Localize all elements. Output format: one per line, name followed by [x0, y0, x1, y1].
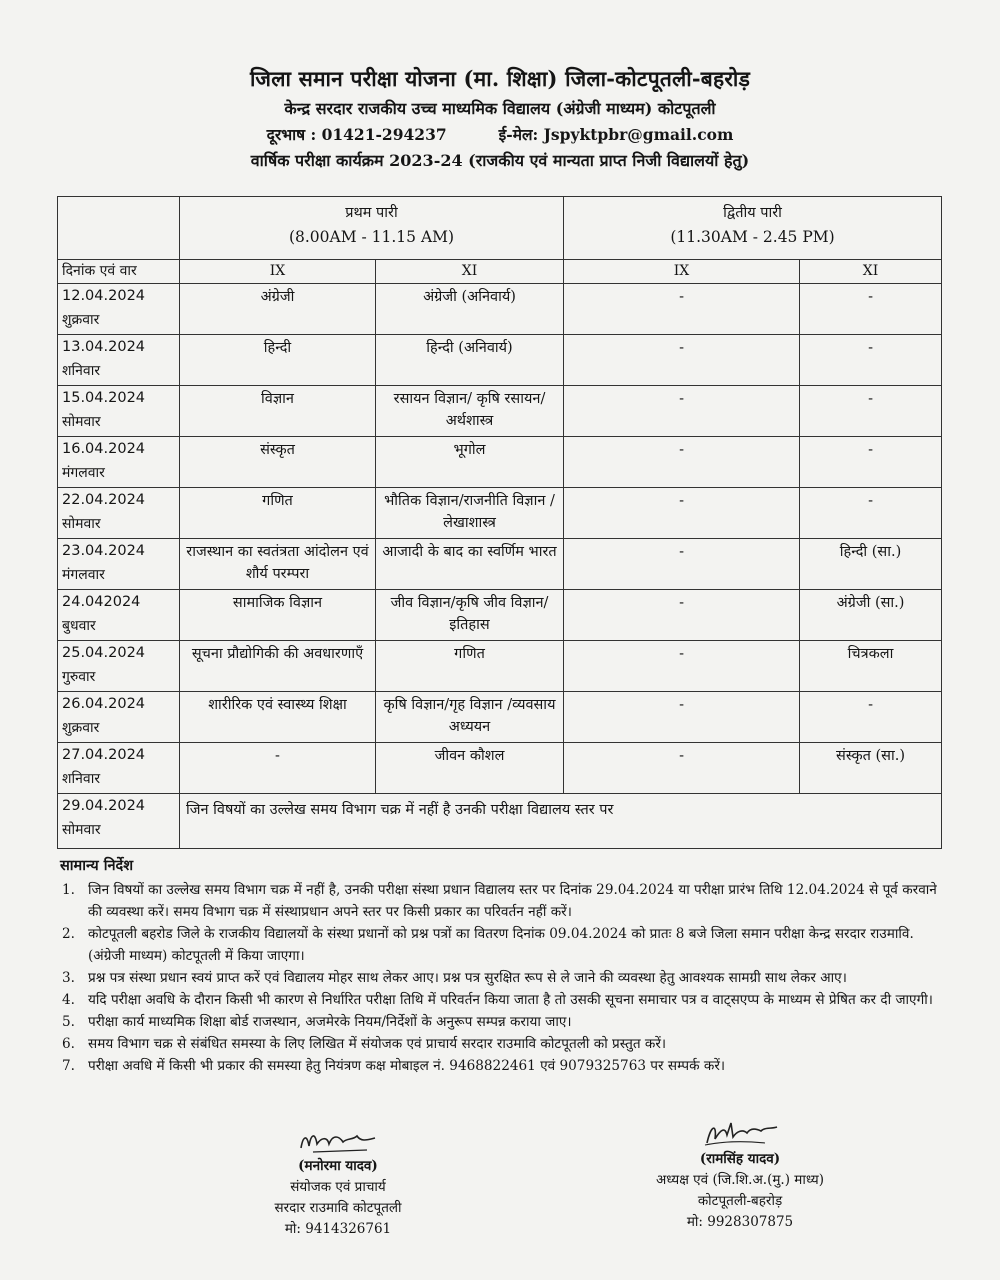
programme-title: वार्षिक परीक्षा कार्यक्रम 2023-24 (राजकीय एवं मान्यता प्राप्त निजी विद्यालयों हेतु) [250, 151, 750, 170]
empty-corner-cell [58, 197, 180, 260]
xi-second-shift-header: XI [800, 260, 942, 284]
ix-second-shift-subject: - [564, 590, 800, 641]
xi-second-shift-subject: चित्रकला [800, 641, 942, 692]
shift-header-row [58, 197, 942, 260]
item-number: 4. [62, 992, 75, 1008]
contact-line [0, 122, 1000, 148]
item-number: 7. [62, 1058, 75, 1074]
table-row [58, 284, 942, 335]
item-text: जिन विषयों का उल्लेख समय विभाग चक्र में नहीं है, उनकी परीक्षा संस्था प्रधान विद्यालय स्तर पर दिनांक 29.04.2024 या परीक्षा प्रारंभ तिथि 12.04.2024 से पूर्व करवाने की व्यवस्था करें। समय विभाग चक्र में संस्थाप्रधान अपने स्तर पर किसी प्रकार का परिवर्तन नहीं करें। [88, 882, 937, 920]
list-item [60, 989, 950, 1011]
document-title: जिला समान परीक्षा योजना (मा. शिक्षा) जिला-कोटपूतली-बहरोड़ [249, 66, 750, 91]
xi-second-shift-subject: - [800, 386, 942, 437]
xi-first-shift-header: XI [376, 260, 564, 284]
item-number: 1. [62, 882, 75, 898]
ix-first-shift-subject: संस्कृत [180, 437, 376, 488]
list-item [60, 923, 950, 967]
signatory-role: संयोजक एवं प्राचार्य [290, 1179, 386, 1195]
handwritten-signature [233, 1122, 443, 1156]
second-shift-time: (11.30AM - 2.45 PM) [670, 228, 835, 246]
item-number: 5. [62, 1014, 75, 1030]
table-row [58, 488, 942, 539]
document-header [0, 62, 1000, 174]
general-instructions [60, 855, 950, 1077]
xi-first-shift-subject: रसायन विज्ञान/ कृषि रसायन/अर्थशास्त्र [376, 386, 564, 437]
signatory-mobile: मो: 9414326761 [284, 1221, 392, 1237]
date-cell [58, 284, 180, 335]
xi-first-shift-subject: भूगोल [376, 437, 564, 488]
table-row [58, 692, 942, 743]
exam-day: सोमवार [62, 822, 101, 838]
table-row [58, 539, 942, 590]
instructions-title: सामान्य निर्देश [60, 857, 134, 874]
signatory-organisation: कोटपूतली-बहरोड़ [697, 1193, 783, 1209]
exam-date: 27.04.2024 [62, 747, 146, 763]
first-shift-label: प्रथम पारी [345, 205, 398, 221]
list-item [60, 1011, 950, 1033]
signatory-role: अध्यक्ष एवं (जि.शि.अ.(मु.) माध्य) [655, 1172, 825, 1188]
centre-name: केन्द्र सरदार राजकीय उच्च माध्यमिक विद्यालय (अंग्रेजी माध्यम) कोटपूतली [284, 99, 716, 118]
second-shift-header [564, 197, 942, 260]
exam-date: 24.042024 [62, 594, 141, 610]
table-row [58, 743, 942, 794]
exam-date: 25.04.2024 [62, 645, 146, 661]
exam-day: शुक्रवार [62, 312, 100, 328]
item-text: परीक्षा अवधि में किसी भी प्रकार की समस्या हेतु नियंत्रण कक्ष मोबाइल नं. 9468822461 एवं 9079325763 पर सम्पर्क करें। [88, 1058, 726, 1074]
signature-block-chairman [610, 1115, 870, 1233]
first-shift-header [180, 197, 564, 260]
xi-second-shift-subject: - [800, 692, 942, 743]
table-row-last [58, 794, 942, 849]
handwritten-signature [610, 1115, 870, 1149]
ix-second-shift-subject: - [564, 335, 800, 386]
signatory-name: (मनोरमा यादव) [298, 1158, 378, 1174]
ix-second-shift-subject: - [564, 743, 800, 794]
school-level-note: जिन विषयों का उल्लेख समय विभाग चक्र में नहीं है उनकी परीक्षा विद्यालय स्तर पर [180, 794, 942, 849]
exam-date: 16.04.2024 [62, 441, 146, 457]
date-cell [58, 386, 180, 437]
ix-first-shift-header: IX [180, 260, 376, 284]
date-cell [58, 335, 180, 386]
exam-date: 15.04.2024 [62, 390, 146, 406]
table-row [58, 437, 942, 488]
signature-block-convener [233, 1122, 443, 1240]
exam-date: 26.04.2024 [62, 696, 146, 712]
xi-first-shift-subject: हिन्दी (अनिवार्य) [376, 335, 564, 386]
date-cell [58, 488, 180, 539]
email-address: ई-मेल: Jspyktpbr@gmail.com [498, 125, 734, 144]
ix-first-shift-subject: राजस्थान का स्वतंत्रता आंदोलन एवं शौर्य परम्परा [180, 539, 376, 590]
xi-second-shift-subject: - [800, 284, 942, 335]
xi-first-shift-subject: जीव विज्ञान/कृषि जीव विज्ञान/इतिहास [376, 590, 564, 641]
xi-second-shift-subject: - [800, 335, 942, 386]
ix-first-shift-subject: सूचना प्रौद्योगिकी की अवधारणाएँ [180, 641, 376, 692]
item-text: कोटपूतली बहरोड जिले के राजकीय विद्यालयों के संस्था प्रधानों को प्रश्न पत्रों का वितरण दिनांक 09.04.2024 को प्रातः 8 बजे जिला समान परीक्षा केन्द्र सरदार राउमावि. (अंग्रेजी माध्यम) कोटपूतली में किया जाएगा। [88, 926, 914, 964]
first-shift-time: (8.00AM - 11.15 AM) [288, 228, 455, 246]
date-cell [58, 590, 180, 641]
exam-schedule-table [57, 196, 942, 849]
item-text: यदि परीक्षा अवधि के दौरान किसी भी कारण से निर्धारित परीक्षा तिथि में परिवर्तन किया जाता है तो उसकी सूचना समाचार पत्र व वाट्सएप्प के माध्यम से प्रेषित कर दी जाएगी। [88, 992, 933, 1008]
column-header-row [58, 260, 942, 284]
exam-day: सोमवार [62, 414, 101, 430]
ix-second-shift-subject: - [564, 437, 800, 488]
ix-first-shift-subject: गणित [180, 488, 376, 539]
ix-second-shift-subject: - [564, 692, 800, 743]
date-cell [58, 794, 180, 849]
ix-second-shift-subject: - [564, 488, 800, 539]
table-row [58, 590, 942, 641]
exam-date: 23.04.2024 [62, 543, 146, 559]
exam-day: शनिवार [62, 363, 101, 379]
item-text: समय विभाग चक्र से संबंधित समस्या के लिए लिखित में संयोजक एवं प्राचार्य सरदार राउमावि कोटपूतली को प्रस्तुत करें। [88, 1036, 667, 1052]
xi-first-shift-subject: आजादी के बाद का स्वर्णिम भारत [376, 539, 564, 590]
item-text: प्रश्न पत्र संस्था प्रधान स्वयं प्राप्त करें एवं विद्यालय मोहर साथ लेकर आए। प्रश्न पत्र सुरक्षित रूप से ले जाने की व्यवस्था हेतु आवश्यक सामग्री साथ लेकर आए। [88, 970, 847, 986]
ix-first-shift-subject: विज्ञान [180, 386, 376, 437]
exam-day: शुक्रवार [62, 720, 100, 736]
ix-first-shift-subject: अंग्रेजी [180, 284, 376, 335]
exam-date: 12.04.2024 [62, 288, 146, 304]
ix-second-shift-subject: - [564, 641, 800, 692]
signatory-name: (रामसिंह यादव) [699, 1151, 781, 1167]
list-item [60, 879, 950, 923]
xi-second-shift-subject: - [800, 437, 942, 488]
date-cell [58, 743, 180, 794]
table-row [58, 641, 942, 692]
signatory-organisation: सरदार राउमावि कोटपूतली [274, 1200, 402, 1216]
second-shift-label: द्वितीय पारी [723, 205, 782, 221]
list-item [60, 967, 950, 989]
ix-second-shift-subject: - [564, 284, 800, 335]
signatory-mobile: मो: 9928307875 [686, 1214, 794, 1230]
date-cell [58, 692, 180, 743]
xi-second-shift-subject: संस्कृत (सा.) [800, 743, 942, 794]
phone-number: दूरभाष : 01421-294237 [266, 125, 447, 144]
ix-first-shift-subject: सामाजिक विज्ञान [180, 590, 376, 641]
date-cell [58, 539, 180, 590]
exam-day: मंगलवार [62, 465, 105, 481]
xi-first-shift-subject: भौतिक विज्ञान/राजनीति विज्ञान /लेखाशास्त्र [376, 488, 564, 539]
exam-day: सोमवार [62, 516, 101, 532]
exam-day: मंगलवार [62, 567, 105, 583]
ix-first-shift-subject: हिन्दी [180, 335, 376, 386]
date-cell [58, 437, 180, 488]
ix-first-shift-subject: - [180, 743, 376, 794]
exam-day: बुधवार [62, 618, 96, 634]
ix-first-shift-subject: शारीरिक एवं स्वास्थ्य शिक्षा [180, 692, 376, 743]
xi-first-shift-subject: गणित [376, 641, 564, 692]
list-item [60, 1055, 950, 1077]
xi-first-shift-subject: अंग्रेजी (अनिवार्य) [376, 284, 564, 335]
xi-second-shift-subject: - [800, 488, 942, 539]
list-item [60, 1033, 950, 1055]
xi-second-shift-subject: अंग्रेजी (सा.) [800, 590, 942, 641]
table-row [58, 335, 942, 386]
xi-first-shift-subject: कृषि विज्ञान/गृह विज्ञान /व्यवसाय अध्ययन [376, 692, 564, 743]
ix-second-shift-subject: - [564, 386, 800, 437]
exam-day: शनिवार [62, 771, 101, 787]
item-text: परीक्षा कार्य माध्यमिक शिक्षा बोर्ड राजस्थान, अजमेरके नियम/निर्देशों के अनुरूप सम्पन्न कराया जाए। [88, 1014, 572, 1030]
item-number: 3. [62, 970, 75, 986]
item-number: 2. [62, 926, 75, 942]
exam-day: गुरुवार [62, 669, 96, 685]
xi-first-shift-subject: जीवन कौशल [376, 743, 564, 794]
date-column-header: दिनांक एवं वार [58, 260, 180, 284]
exam-date: 13.04.2024 [62, 339, 146, 355]
table-row [58, 386, 942, 437]
exam-date: 29.04.2024 [62, 798, 146, 814]
ix-second-shift-header: IX [564, 260, 800, 284]
date-cell [58, 641, 180, 692]
item-number: 6. [62, 1036, 75, 1052]
ix-second-shift-subject: - [564, 539, 800, 590]
exam-date: 22.04.2024 [62, 492, 146, 508]
xi-second-shift-subject: हिन्दी (सा.) [800, 539, 942, 590]
